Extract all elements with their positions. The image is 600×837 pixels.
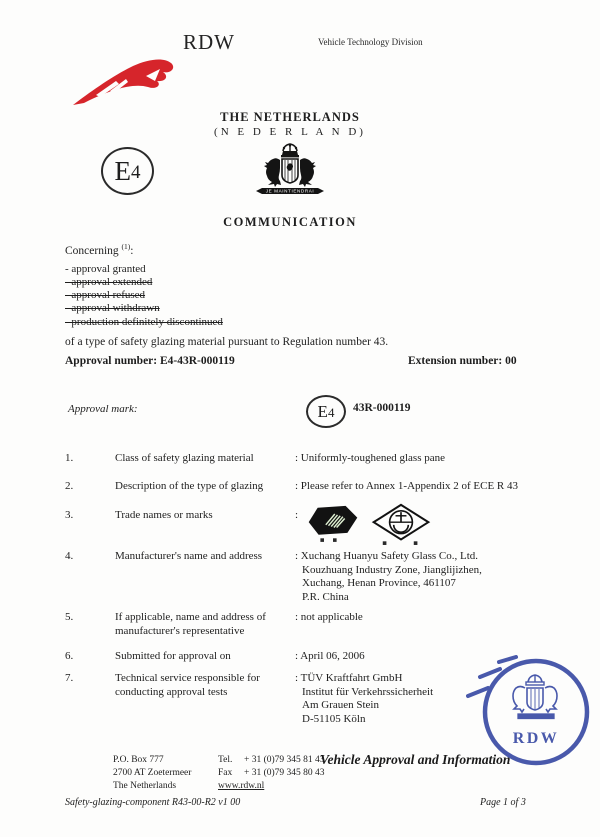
trade-mark-logos <box>306 503 432 545</box>
division-label: Vehicle Technology Division <box>318 37 423 47</box>
e4-mark-large <box>101 147 154 195</box>
item-value: : TÜV Kraftfahrt GmbH Institut für Verkehrssicherheit Am Grauen Stein D-51105 Köln <box>295 672 434 725</box>
rdw-blue-stamp <box>462 650 600 768</box>
item-label: Submitted for approval on <box>115 650 231 662</box>
footer-contact <box>218 754 325 793</box>
item-label: Trade names or marks <box>115 509 213 521</box>
footer-website: www.rdw.nl <box>218 781 265 791</box>
item-row-3 <box>65 509 547 545</box>
footnote-ref: (1) <box>121 242 131 251</box>
e4-letter: E <box>114 155 131 186</box>
item-label: Class of safety glazing material <box>115 452 254 464</box>
item-number: 6. <box>65 650 74 662</box>
approval-mark-code: 43R-000119 <box>353 402 411 414</box>
footer-address: P.O. Box 777 2700 AT Zoetermeer The Netherlands <box>113 755 192 791</box>
item-number: 3. <box>65 509 74 521</box>
item-row-1 <box>65 452 547 466</box>
country-title: THE NETHERLANDS <box>220 110 360 124</box>
item-number: 1. <box>65 452 74 464</box>
subject-line: of a type of safety glazing material pursuant to Regulation number 43. <box>65 335 389 348</box>
netherlands-coat-of-arms-icon <box>248 142 332 204</box>
item-row-4 <box>65 550 547 604</box>
item-row-2 <box>65 480 547 494</box>
e4-mark-small <box>306 395 346 428</box>
extension-number: Extension number: 00 <box>408 355 517 367</box>
option-approval-granted: - approval granted <box>65 262 146 275</box>
item-label: If applicable, name and address of manufacturer's representative <box>115 611 266 637</box>
option-approval-withdrawn: - approval withdrawn <box>65 302 160 315</box>
hexagon-trademark-icon <box>306 503 360 543</box>
item-label: Description of the type of glazing <box>115 480 264 492</box>
footer-fax: Fax + 31 (0)79 345 80 43 <box>218 768 325 778</box>
page-number: Page 1 of 3 <box>480 797 526 808</box>
coat-of-arms-motto: JE MAINTIENDRAI <box>265 188 315 194</box>
option-production-discontinued: - production definitely discontinued <box>65 315 223 328</box>
country-native-title: (N E D E R L A N D) <box>214 126 366 138</box>
option-approval-refused: - approval refused <box>65 289 146 302</box>
e4-digit: 4 <box>131 161 141 183</box>
item-colon: : <box>295 509 299 521</box>
e4-letter-small: E <box>317 402 328 421</box>
item-number: 7. <box>65 672 74 684</box>
item-value: : not applicable <box>295 611 363 623</box>
item-value <box>295 509 547 545</box>
item-value: : Xuchang Huanyu Safety Glass Co., Ltd. Kouzhuang Industry Zone, Jianglijizhen, Xuchang, Henan Province, 461107 P.R. China <box>295 550 482 603</box>
title-block <box>140 110 440 230</box>
brand-wordmark: RDW <box>183 30 235 54</box>
stamp-text: RDW <box>512 730 560 747</box>
document-reference: Safety-glazing-component R43-00-R2 v1 00 <box>65 797 241 808</box>
rdw-swoosh-logo-icon <box>70 48 180 108</box>
diamond-trademark-icon <box>370 503 432 545</box>
approval-number: Approval number: E4-43R-000119 <box>65 355 235 367</box>
item-number: 2. <box>65 480 74 492</box>
concerning-section <box>65 242 535 348</box>
footer-department: Vehicle Approval and Information <box>320 752 511 767</box>
item-number: 5. <box>65 611 74 623</box>
concerning-options <box>65 263 535 329</box>
item-value: : Uniformly-toughened glass pane <box>295 452 445 464</box>
item-label: Technical service responsible for conducting approval tests <box>115 672 260 698</box>
concerning-label: Concerning $^{(1)}$: <box>65 242 134 257</box>
e4-digit-small: 4 <box>327 404 335 420</box>
item-row-5 <box>65 611 547 638</box>
option-approval-extended: - approval extended <box>65 276 153 289</box>
approval-mark-label: Approval mark: <box>68 403 138 415</box>
item-value: : April 06, 2006 <box>295 650 365 662</box>
item-value: : Please refer to Annex 1-Appendix 2 of ECE R 43 <box>295 480 519 492</box>
item-number: 4. <box>65 550 74 562</box>
doc-type-title: COMMUNICATION <box>223 215 357 229</box>
item-label: Manufacturer's name and address <box>115 550 263 562</box>
footer-tel: Tel. + 31 (0)79 345 81 43 <box>218 755 325 765</box>
